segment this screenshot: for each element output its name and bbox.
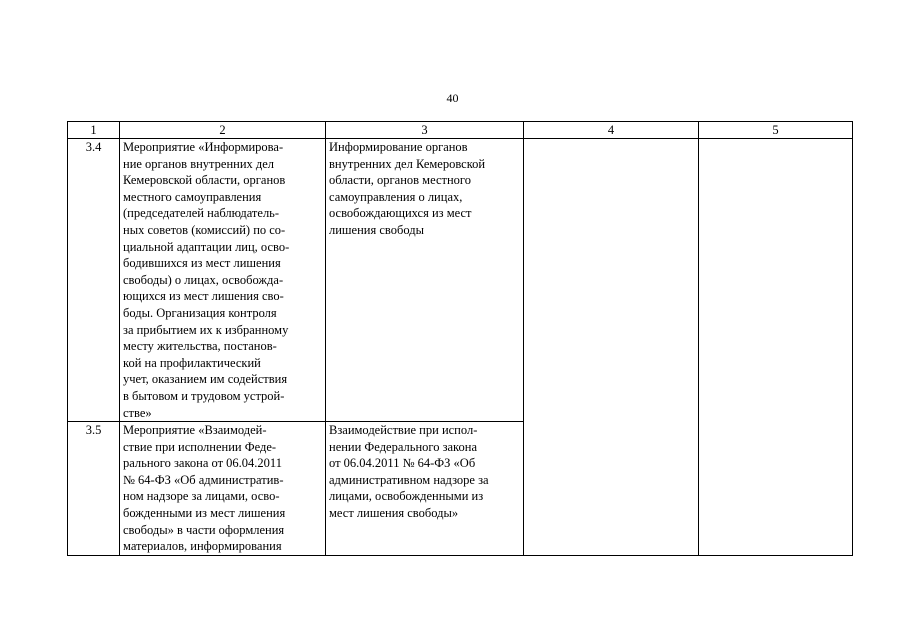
text-line: внутренних дел Кемеровской	[329, 156, 486, 171]
text-line: рального закона от 06.04.2011	[123, 456, 282, 471]
measure-description-cell	[326, 422, 524, 556]
table-row	[68, 139, 853, 422]
table-header-row	[68, 122, 853, 139]
row-number: 3.4	[68, 139, 120, 422]
column-header-5: 5	[699, 122, 853, 139]
column-header-2: 2	[120, 122, 326, 139]
text-line: Мероприятие «Информирова-	[123, 140, 284, 154]
text-line: в бытовом и трудовом устрой-	[123, 388, 285, 403]
column-header-1: 1	[68, 122, 120, 139]
text-line: Кемеровской области, органов	[123, 173, 286, 188]
text-line: лицами, освобожденными из	[329, 489, 484, 504]
text-line: области, органов местного	[329, 173, 471, 188]
text-line: за прибытием их к избранному	[123, 322, 289, 337]
text-line: божденными из мест лишения	[123, 506, 286, 521]
text-line: освобождающихся из мест	[329, 206, 472, 221]
text-line: ющихся из мест лишения сво-	[123, 289, 284, 304]
text-line: мест лишения свободы»	[329, 506, 459, 521]
page-number: 40	[446, 91, 459, 105]
text-line: административном надзоре за	[329, 472, 489, 487]
text-line: Взаимодействие при испол-	[329, 423, 478, 438]
measure-description-cell	[326, 139, 524, 422]
measure-name-cell	[120, 422, 326, 556]
text-line: месту жительства, постанов-	[123, 339, 277, 354]
column-header-3: 3	[326, 122, 524, 139]
text-line: № 64-ФЗ «Об административ-	[123, 472, 284, 487]
text-line: ствие при исполнении Феде-	[123, 439, 277, 454]
measure-name-cell	[120, 139, 326, 422]
text-line: циальной адаптации лиц, осво-	[123, 239, 290, 254]
text-line: боды. Организация контроля	[123, 305, 277, 320]
text-line: ных советов (комиссий) по со-	[123, 222, 286, 237]
text-line: бодившихся из мест лишения	[123, 256, 281, 271]
text-line: ном надзоре за лицами, осво-	[123, 489, 280, 504]
text-line: ние органов внутренних дел	[123, 156, 275, 171]
row-number: 3.5	[68, 422, 120, 556]
text-line: нении Федерального закона	[329, 439, 477, 454]
text-line: кой на профилактический	[123, 355, 261, 370]
text-line: Информирование органов	[329, 140, 468, 154]
text-line: свободы» в части оформления	[123, 522, 285, 537]
column-header-4: 4	[524, 122, 699, 139]
text-line: стве»	[123, 405, 152, 420]
text-line: самоуправления о лицах,	[329, 189, 463, 204]
column-4-cell	[524, 139, 699, 556]
program-measures-table	[67, 121, 853, 556]
text-line: учет, оказанием им содействия	[123, 372, 288, 387]
text-line: Мероприятие «Взаимодей-	[123, 423, 267, 438]
text-line: от 06.04.2011 № 64-ФЗ «Об	[329, 456, 476, 471]
text-line: свободы) о лицах, освобожда-	[123, 272, 284, 287]
text-line: местного самоуправления	[123, 189, 262, 204]
text-line: материалов, информирования	[123, 539, 282, 554]
text-line: лишения свободы	[329, 222, 424, 237]
column-5-cell	[699, 139, 853, 556]
text-line: (председателей наблюдатель-	[123, 206, 280, 221]
